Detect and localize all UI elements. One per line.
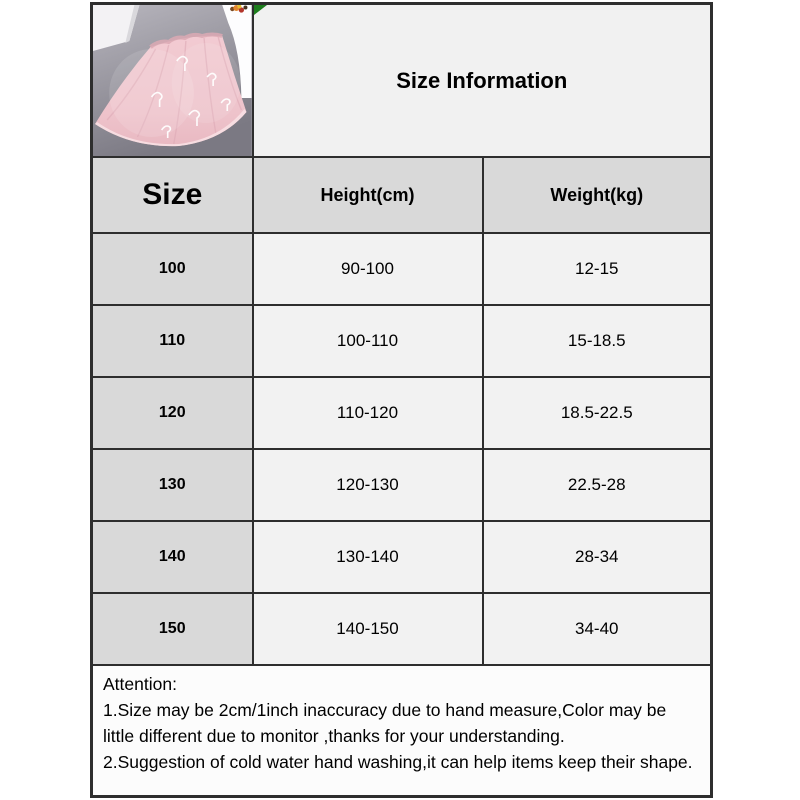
weight-value: 22.5-28 bbox=[483, 449, 712, 521]
green-corner-flag-icon bbox=[254, 5, 267, 15]
size-table bbox=[90, 2, 713, 798]
product-photo-cell bbox=[92, 4, 253, 158]
weight-value: 18.5-22.5 bbox=[483, 377, 712, 449]
height-value: 120-130 bbox=[253, 449, 483, 521]
table-row bbox=[92, 377, 712, 449]
product-photo bbox=[93, 5, 252, 156]
weight-value: 28-34 bbox=[483, 521, 712, 593]
attention-note bbox=[92, 665, 712, 797]
column-header-row bbox=[92, 157, 712, 233]
size-value: 100 bbox=[92, 233, 253, 305]
size-value: 140 bbox=[92, 521, 253, 593]
table-row bbox=[92, 521, 712, 593]
column-header-weight: Weight(kg) bbox=[483, 157, 712, 233]
title-row bbox=[92, 4, 712, 158]
height-value: 90-100 bbox=[253, 233, 483, 305]
table-row bbox=[92, 305, 712, 377]
attention-heading: Attention: bbox=[103, 674, 177, 694]
size-chart-sheet bbox=[90, 2, 713, 798]
size-value: 150 bbox=[92, 593, 253, 665]
size-information-header bbox=[253, 4, 712, 158]
weight-value: 34-40 bbox=[483, 593, 712, 665]
height-value: 100-110 bbox=[253, 305, 483, 377]
table-row bbox=[92, 593, 712, 665]
table-row bbox=[92, 233, 712, 305]
attention-item-2: 2.Suggestion of cold water hand washing,it can help items keep their shape. bbox=[103, 752, 693, 772]
weight-value: 15-18.5 bbox=[483, 305, 712, 377]
attention-item-1: 1.Size may be 2cm/1inch inaccuracy due to hand measure,Color may be little different due to monitor ,thanks for your understanding. bbox=[103, 700, 667, 746]
height-value: 110-120 bbox=[253, 377, 483, 449]
column-header-size: Size bbox=[92, 157, 253, 233]
attention-row bbox=[92, 665, 712, 797]
tulle-sheen-2 bbox=[172, 43, 241, 123]
height-value: 140-150 bbox=[253, 593, 483, 665]
height-value: 130-140 bbox=[253, 521, 483, 593]
size-value: 110 bbox=[92, 305, 253, 377]
size-information-title: Size Information bbox=[396, 67, 568, 93]
weight-value: 12-15 bbox=[483, 233, 712, 305]
size-value: 130 bbox=[92, 449, 253, 521]
column-header-height: Height(cm) bbox=[253, 157, 483, 233]
size-value: 120 bbox=[92, 377, 253, 449]
table-row bbox=[92, 449, 712, 521]
